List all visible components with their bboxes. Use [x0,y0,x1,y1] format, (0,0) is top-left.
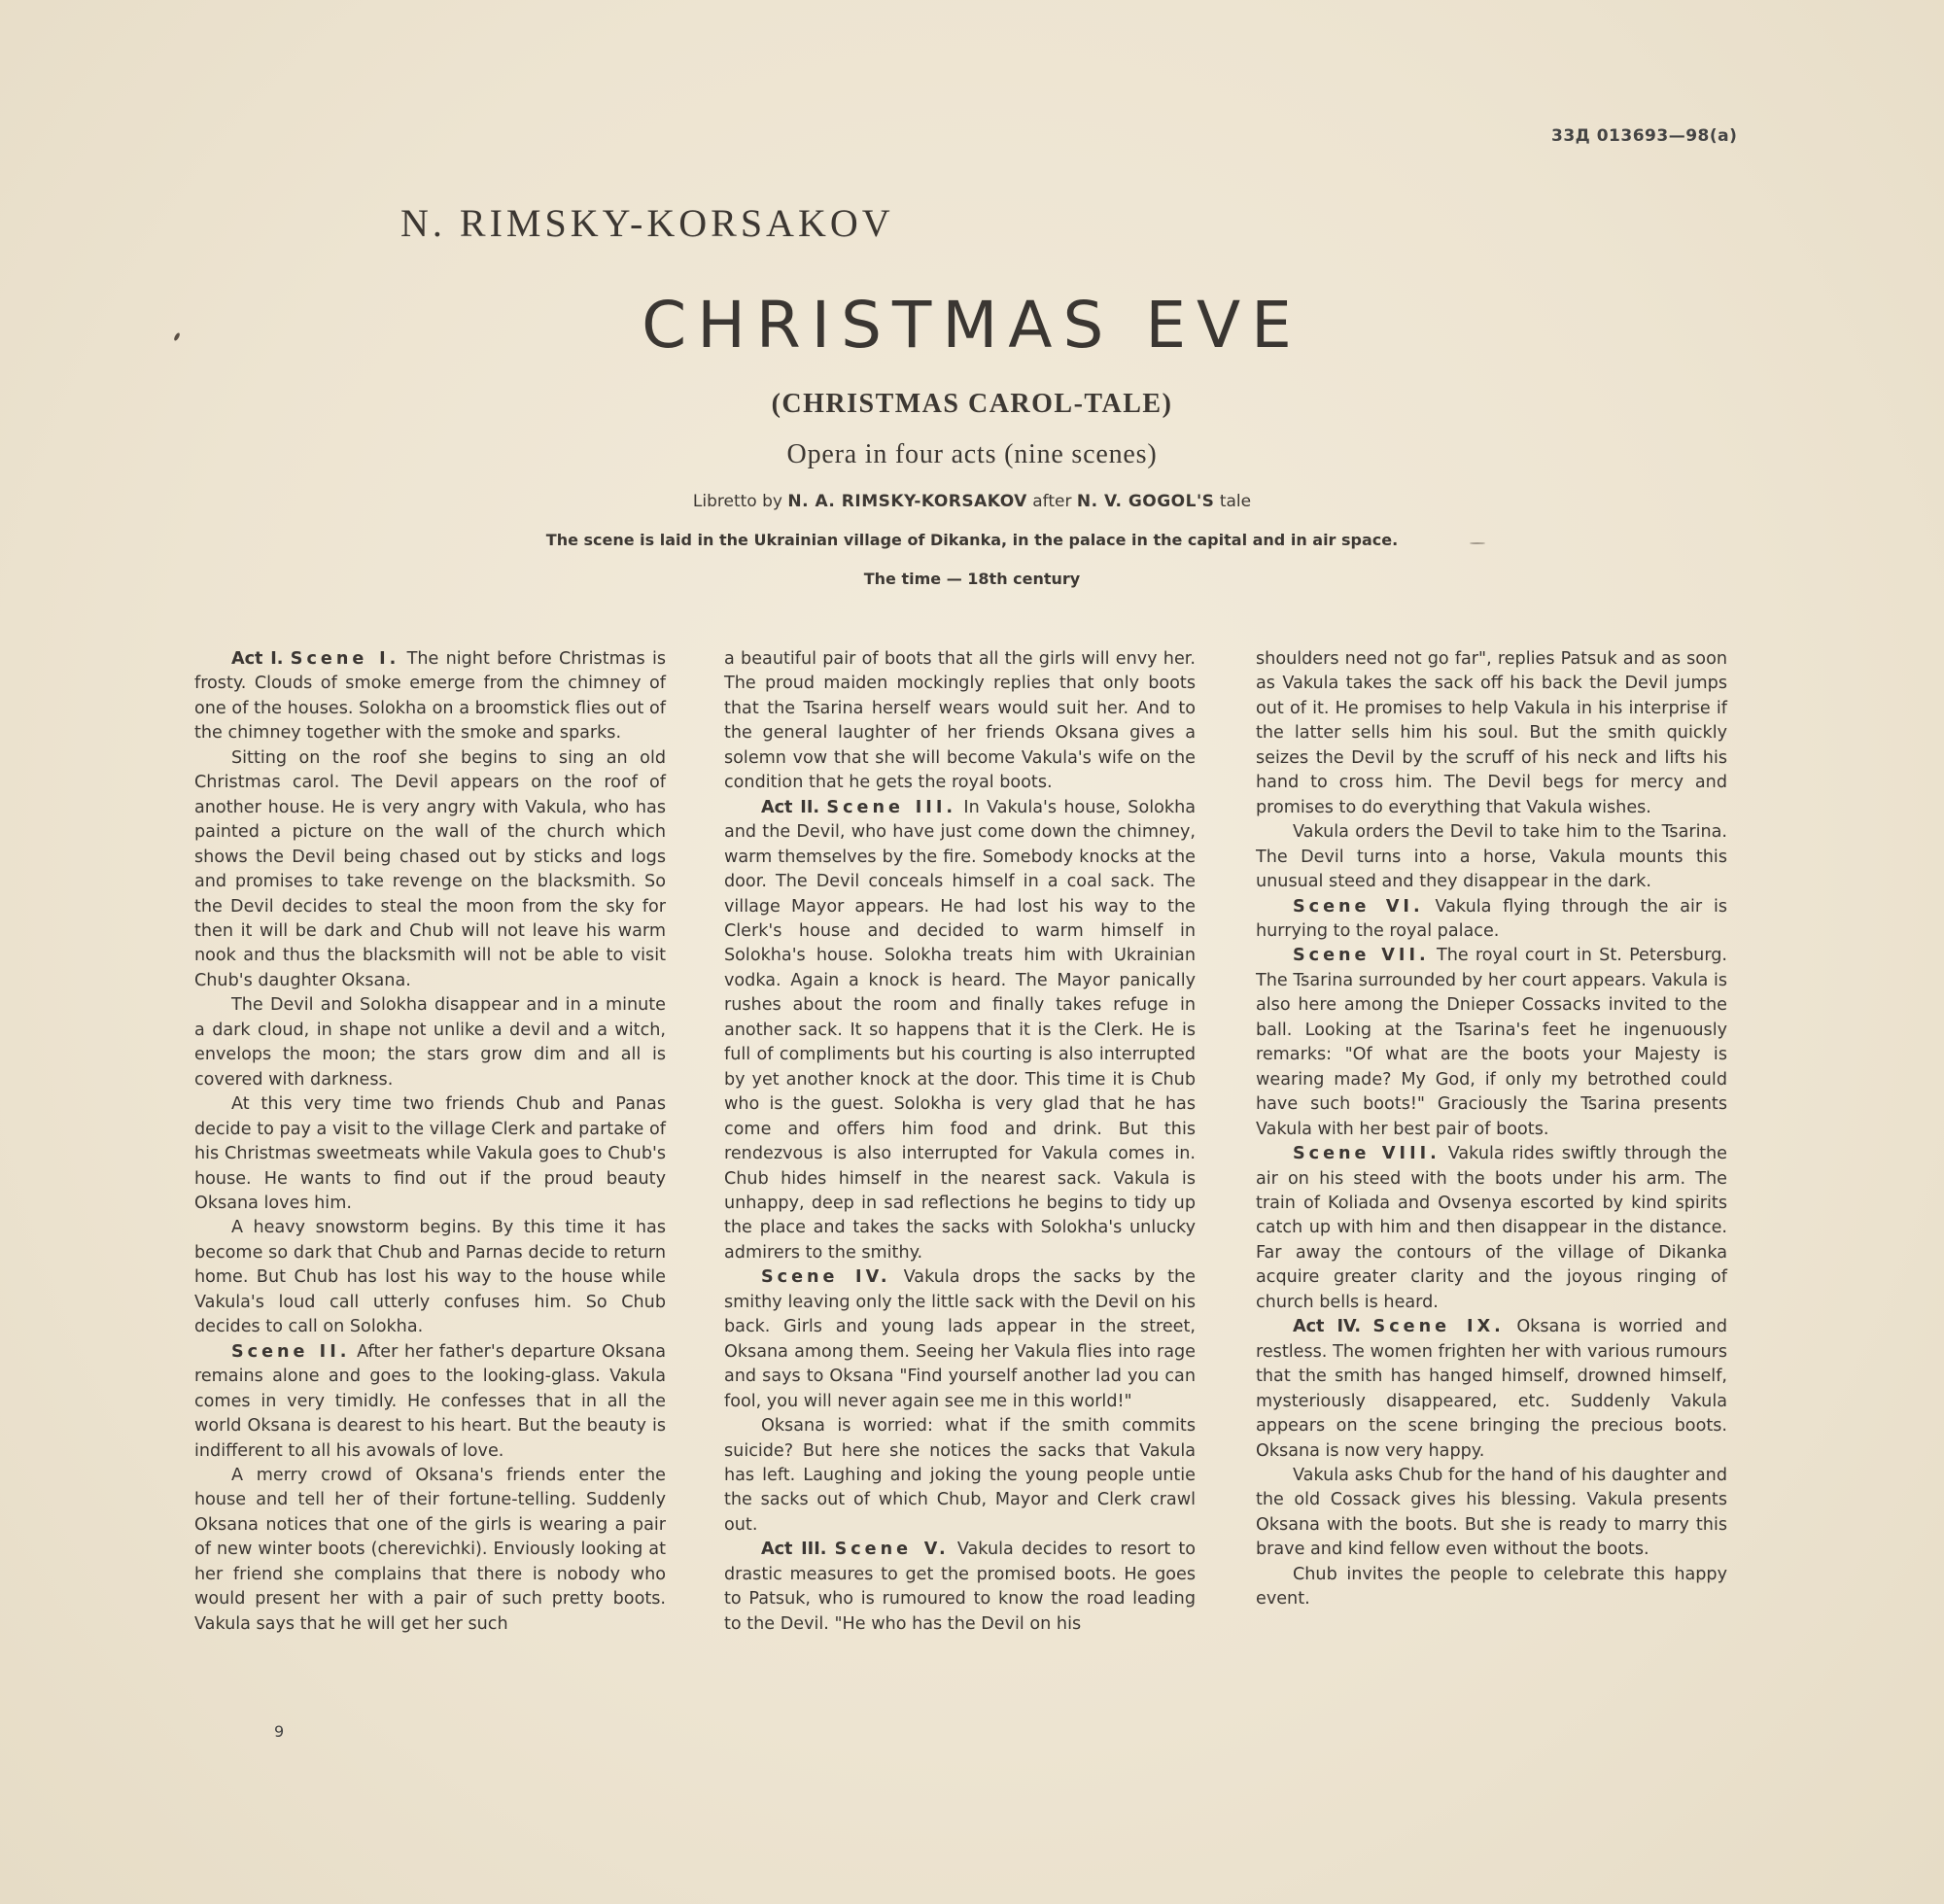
synopsis-paragraph [724,1265,1196,1414]
synopsis-column-1 [194,647,666,1637]
scene-heading: Scene IV. [761,1267,891,1288]
act-heading: Act III. [761,1540,827,1560]
synopsis-paragraph: The Devil and Solokha disappear and in a minute a dark cloud, in shape not unlike a devil and a witch, envelops the moon; the stars grow dim and all is covered with darkness. [194,995,666,1090]
opera-subtitle: (CHRISTMAS CAROL-TALE) [771,389,1173,419]
synopsis-paragraph: Chub invites the people to celebrate this happy event. [1256,1564,1727,1610]
scene-heading: Scene VIII. [1293,1144,1441,1164]
librettist-name: N. A. RIMSKY-KORSAKOV [787,492,1027,511]
synopsis-column-3 [1256,647,1727,1612]
synopsis-text: Oksana is worried and restless. The women frighten her with various rumours that the smith has hanged himself, drowned himself, mysteriously disappeared, etc. Suddenly Vakula appears on the scene bringing the precious boots. Oksana is now very happy. [1256,1317,1727,1461]
catalog-number: 33Д 013693—98(а) [1551,126,1738,146]
synopsis-paragraph [1256,1315,1727,1464]
synopsis-paragraph [724,796,1196,1266]
libretto-after: after [1032,492,1072,511]
synopsis-column-2 [724,647,1196,1637]
scene-heading: Scene IX. [1372,1317,1505,1337]
libretto-prefix: Libretto by [692,492,782,511]
synopsis-paragraph [1256,1142,1727,1315]
composer-name: N. RIMSKY-KORSAKOV [400,201,894,245]
synopsis-paragraph [1256,895,1727,945]
synopsis-paragraph [194,647,666,746]
source-author: N. V. GOGOL'S [1076,492,1215,511]
synopsis-text: After her father's departure Oksana remains alone and goes to the looking-glass. Vakula comes in very timidly. He confesses that in all the world Oksana is dearest to his heart. But the beauty is indifferent to all his avowals of love. [194,1341,666,1461]
act-heading: Act I. [231,649,284,669]
synopsis-text: Vakula rides swiftly through the air on his steed with the boots under his arm. The train of Koliada and Ovsenya escorted by kind spirits catch up with him and then disappear in the distance. Far away the contours of the village of Dikanka acquire greater clarity and the joyous ringing of church bells is heard. [1256,1144,1727,1312]
libretto-credit [486,492,1458,511]
synopsis-paragraph [194,1340,666,1464]
time-setting: The time — 18th century [863,570,1081,588]
scene-heading: Scene I. [290,649,400,669]
synopsis-paragraph: Oksana is worried: what if the smith commits suicide? But here she notices the sacks that Vakula has left. Laughing and joking the young people untie the sacks out of which Chub, Mayor and Clerk crawl out. [724,1416,1196,1535]
synopsis-text: The royal court in St. Petersburg. The Tsarina surrounded by her court appears. Vakula is also here among the Dnieper Cossacks invited to the ball. Looking at the Tsarina's feet he ingenuously remarks: "Of what are the boots your Majesty is wearing made? My God, if only my betrothed could have such boots!" Graciously the Tsarina presents Vakula with her best pair of boots. [1256,946,1728,1139]
synopsis-paragraph: A merry crowd of Oksana's friends enter the house and tell her of their fortune-telling. Suddenly Oksana notices that one of the girls is wearing a pair of new winter boots (cherevichki). Enviously looking at her friend she complains that there is nobody who would present her with a pair of such pretty boots. Vakula says that he will get her such [194,1465,666,1634]
synopsis-paragraph [724,1538,1196,1637]
scene-heading: Scene VI. [1293,896,1424,917]
synopsis-paragraph: Vakula orders the Devil to take him to the Tsarina. The Devil turns into a horse, Vakula mounts this unusual steed and they disappear in the dark. [1256,822,1727,892]
scene-heading: Scene VII. [1293,946,1430,966]
synopsis-paragraph: shoulders need not go far", replies Patsuk and as soon as Vakula takes the sack off his back the Devil jumps out of it. He promises to help Vakula in his interprise if the latter sells him his soul. But the smith quickly seizes the Devil by the scruff of his neck and lifts his hand to cross him. The Devil begs for mercy and promises to do everything that Vakula wishes. [1256,649,1727,817]
act-heading: Act II. [761,797,820,817]
scene-heading: Scene II. [231,1341,351,1362]
synopsis-paragraph: A heavy snowstorm begins. By this time it has become so dark that Chub and Parnas decide to return home. But Chub has lost his way to the house while Vakula's loud call utterly confuses him. So Chub decides to call on Solokha. [194,1218,666,1337]
synopsis-paragraph [1256,944,1727,1142]
synopsis-text: The night before Christmas is frosty. Clouds of smoke emerge from the chimney of one of the houses. Solokha on a broomstick flies out of the chimney together with the smoke and sparks. [194,649,667,744]
libretto-suffix: tale [1219,492,1252,511]
synopsis-paragraph: At this very time two friends Chub and Panas decide to pay a visit to the village Clerk and partake of his Christmas sweetmeats while Vakula goes to Chub's house. He wants to find out if the proud beauty Oksana loves him. [194,1094,666,1213]
scene-heading: Scene V. [834,1540,950,1560]
act-heading: Act IV. [1293,1317,1362,1337]
ink-speck [1470,542,1485,544]
synopsis-text: Vakula flying through the air is hurrying to the royal palace. [1256,896,1728,941]
synopsis-text: In Vakula's house, Solokha and the Devil, who have just come down the chimney, warm themselves by the fire. Somebody knocks at the door. The Devil conceals himself in a coal sack. The village Mayor appears. He had lost his way to the Clerk's house and decided to warm himself in Solokha's house. Solokha treats him with Ukrainian vodka. Again a knock is heard. The Mayor panically rushes about the room and finally takes refuge in another sack. It so happens that it is the Clerk. He is full of compliments but his courting is also interrupted by yet another knock at the door. This time it is Chub who is the guest. Solokha is very glad that he has come and offers him food and drink. But this rendezvous is also interrupted for Vakula comes in. Chub hides himself in the nearest sack. Vakula is unhappy, deep in sad reflections he begins to tidy up the place and takes the sacks with Solokha's unlucky admirers to the smithy. [724,797,1196,1263]
synopsis-paragraph: Vakula asks Chub for the hand of his daughter and the old Cossack gives his blessing. Vakula presents Oksana with the boots. But she is ready to marry this brave and kind fellow even without the boots. [1256,1465,1727,1560]
scene-heading: Scene III. [826,797,957,817]
scene-setting: The scene is laid in the Ukrainian village of Dikanka, in the palace in the capital and in air space. [545,531,1399,549]
synopsis-paragraph: Sitting on the roof she begins to sing an old Christmas carol. The Devil appears on the roof of another house. He is very angry with Vakula, who has painted a picture on the wall of the church which shows the Devil being chased out by sticks and logs and promises to take revenge on the blacksmith. So the Devil decides to steal the moon from the sky for then it will be dark and Chub will not leave his warm nook and thus the blacksmith will not be able to visit Chub's daughter Oksana. [194,747,666,990]
synopsis-text: Vakula drops the sacks by the smithy leaving only the little sack with the Devil on his back. Girls and young lads appear in the street, Oksana among them. Seeing her Vakula flies into rage and says to Oksana "Find yourself another lad you can fool, you will never again see me in this world!" [724,1267,1196,1411]
synopsis-paragraph: a beautiful pair of boots that all the girls will envy her. The proud maiden mockingly replies that only boots that the Tsarina herself wears would suit her. And to the general laughter of her friends Oksana gives a solemn vow that she will become Vakula's wife on the condition that he gets the royal boots. [724,649,1196,793]
opera-title: CHRISTMAS EVE [642,288,1302,363]
synopsis-text: Vakula decides to resort to drastic measures to get the promised boots. He goes to Patsuk, who is rumoured to know the road leading to the Devil. "He who has the Devil on his [724,1540,1197,1634]
page-number: 9 [274,1722,285,1741]
opera-description: Opera in four acts (nine scenes) [786,439,1158,469]
